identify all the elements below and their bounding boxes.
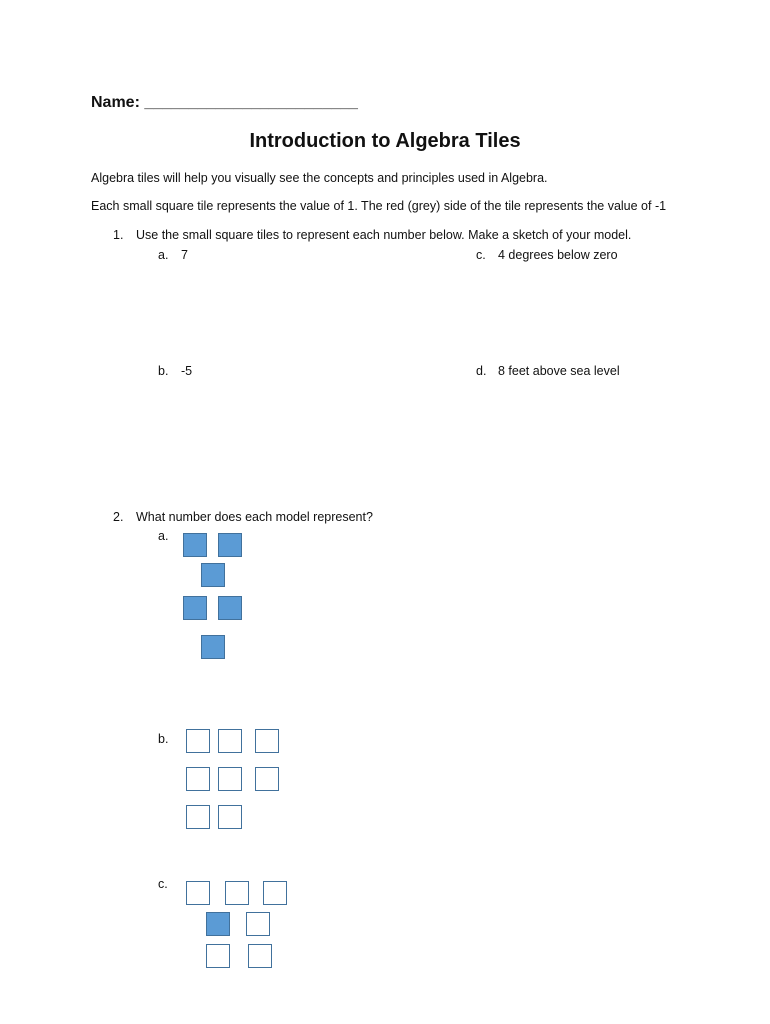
q1d-letter: d.	[476, 364, 487, 378]
q1b-text: -5	[181, 364, 193, 378]
positive-tile	[248, 944, 272, 968]
page-title: Introduction to Algebra Tiles	[249, 130, 521, 152]
q2c-letter: c.	[158, 877, 168, 891]
q2b-letter: b.	[158, 732, 169, 746]
positive-tile	[186, 729, 210, 753]
q1a-text: 7	[181, 248, 188, 262]
positive-tile	[246, 912, 270, 936]
negative-tile	[183, 533, 207, 557]
positive-tile	[186, 881, 210, 905]
negative-tile	[201, 635, 225, 659]
negative-tile	[201, 563, 225, 587]
negative-tile	[183, 596, 207, 620]
q1b-letter: b.	[158, 364, 169, 378]
intro-line-2: Each small square tile represents the value of 1. The red (grey) side of the tile represents the value of -1	[91, 199, 667, 213]
q1d-text: 8 feet above sea level	[498, 364, 620, 378]
intro-line-1: Algebra tiles will help you visually see the concepts and principles used in Algebra.	[91, 171, 548, 185]
positive-tile	[255, 729, 279, 753]
q2-prompt: What number does each model represent?	[136, 510, 373, 524]
q1c-text: 4 degrees below zero	[498, 248, 618, 262]
positive-tile	[218, 805, 242, 829]
negative-tile	[218, 533, 242, 557]
positive-tile	[206, 944, 230, 968]
q1-prompt: Use the small square tiles to represent each number below. Make a sketch of your model.	[136, 228, 632, 242]
positive-tile	[186, 805, 210, 829]
positive-tile	[225, 881, 249, 905]
positive-tile	[218, 767, 242, 791]
name-field-line: Name: ________________________	[91, 94, 358, 111]
negative-tile	[218, 596, 242, 620]
positive-tile	[255, 767, 279, 791]
q1a-letter: a.	[158, 248, 169, 262]
q2a-letter: a.	[158, 529, 169, 543]
negative-tile	[206, 912, 230, 936]
positive-tile	[263, 881, 287, 905]
q1c-letter: c.	[476, 248, 486, 262]
q1-number: 1.	[113, 228, 124, 242]
positive-tile	[218, 729, 242, 753]
q2-number: 2.	[113, 510, 124, 524]
positive-tile	[186, 767, 210, 791]
